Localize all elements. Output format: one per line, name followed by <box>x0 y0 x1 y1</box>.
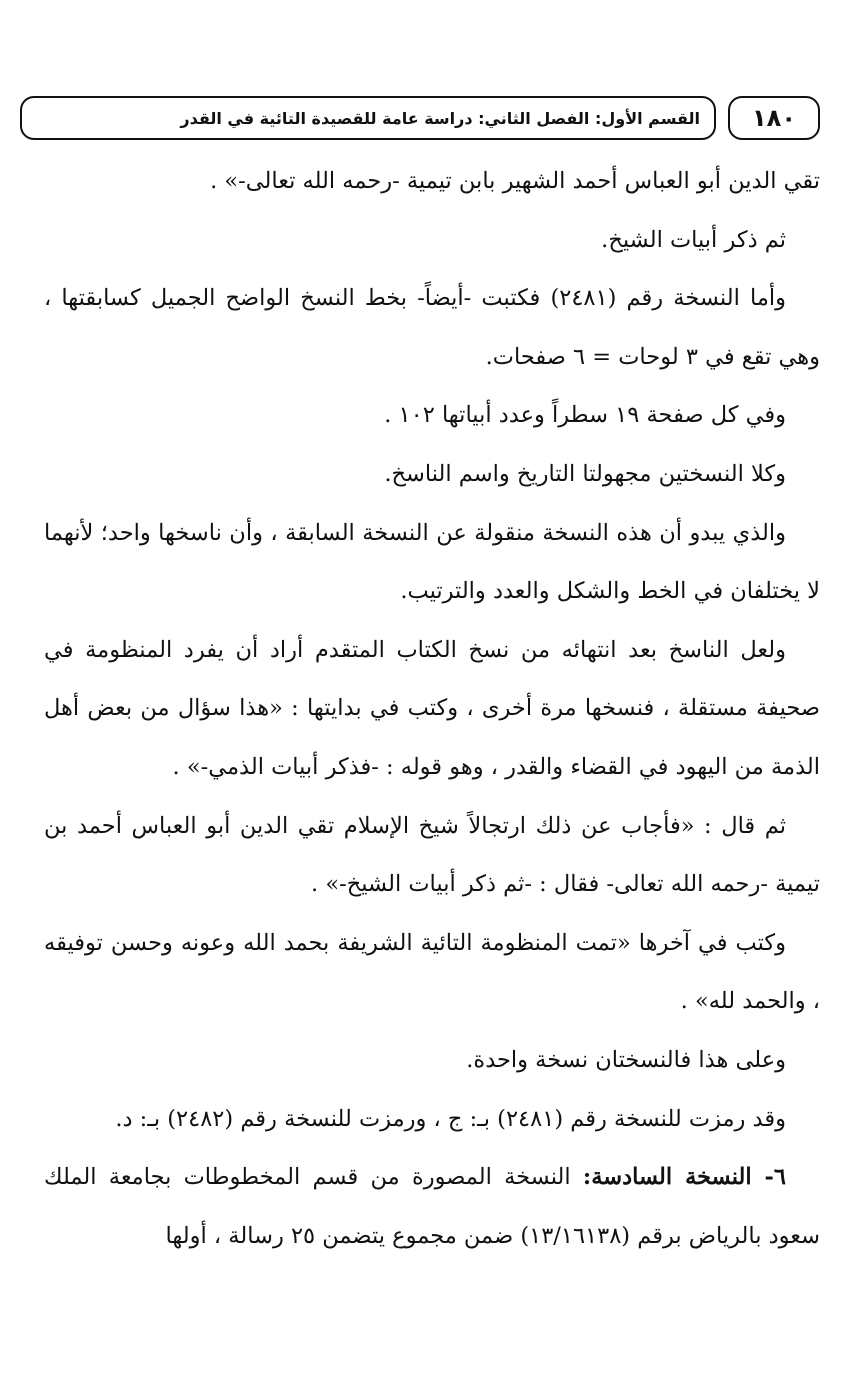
paragraph: وقد رمزت للنسخة رقم (٢٤٨١) بـ: ج ، ورمزت للنسخة رقم (٢٤٨٢) بـ: د. <box>115 1105 786 1132</box>
paragraph: ثم ذكر أبيات الشيخ. <box>601 226 786 253</box>
paragraph: والذي يبدو أن هذه النسخة منقولة عن النسخة السابقة ، وأن ناسخها واحد؛ لأنهما لا يختلفان في الخط والشكل والعدد والترتيب. <box>44 519 820 605</box>
paragraph: ولعل الناسخ بعد انتهائه من نسخ الكتاب المتقدم أراد أن يفرد المنظومة في صحيفة مستقلة ، فنسخها مرة أخرى ، وكتب في بدايتها : «هذا سؤال من بعض أهل الذمة من اليهود في القضاء والقدر ، وهو قوله : -فذكر أبيات الذمي-» . <box>44 636 820 780</box>
paragraph: وكلا النسختين مجهولتا التاريخ واسم الناسخ. <box>384 460 786 487</box>
paragraph: ثم قال : «فأجاب عن ذلك ارتجالاً شيخ الإسلام تقي الدين أبو العباس أحمد بن تيمية -رحمه الله تعالى- فقال : -ثم ذكر أبيات الشيخ-» . <box>44 812 820 898</box>
paragraph: تقي الدين أبو العباس أحمد الشهير بابن تيمية -رحمه الله تعالى-» . <box>210 168 820 194</box>
page-number: ١٨٠ <box>728 96 820 140</box>
page-body <box>44 152 820 1265</box>
section-lead: ٦- النسخة السادسة: <box>582 1164 786 1191</box>
paragraph: وأما النسخة رقم (٢٤٨١) فكتبت -أيضاً- بخط النسخ الواضح الجميل كسابقتها ، وهي تقع في ٣ لوحات = ٦ صفحات. <box>44 285 820 370</box>
running-title: القسم الأول: الفصل الثاني: دراسة عامة للقصيدة التائية في القدر <box>20 96 716 140</box>
paragraph-section-6 <box>44 1148 820 1265</box>
paragraph: وكتب في آخرها «تمت المنظومة التائية الشريفة بحمد الله وعونه وحسن توفيقه ، والحمد لله» . <box>44 929 820 1015</box>
section-text: النسخة المصورة من قسم المخطوطات بجامعة الملك سعود بالرياض برقم (١٣/١٦١٣٨) ضمن مجموع يتضمن ٢٥ رسالة ، أولها <box>44 1164 820 1249</box>
paragraph: وفي كل صفحة ١٩ سطراً وعدد أبياتها ١٠٢ . <box>384 402 786 429</box>
running-header <box>20 96 820 148</box>
paragraph: وعلى هذا فالنسختان نسخة واحدة. <box>466 1046 786 1073</box>
